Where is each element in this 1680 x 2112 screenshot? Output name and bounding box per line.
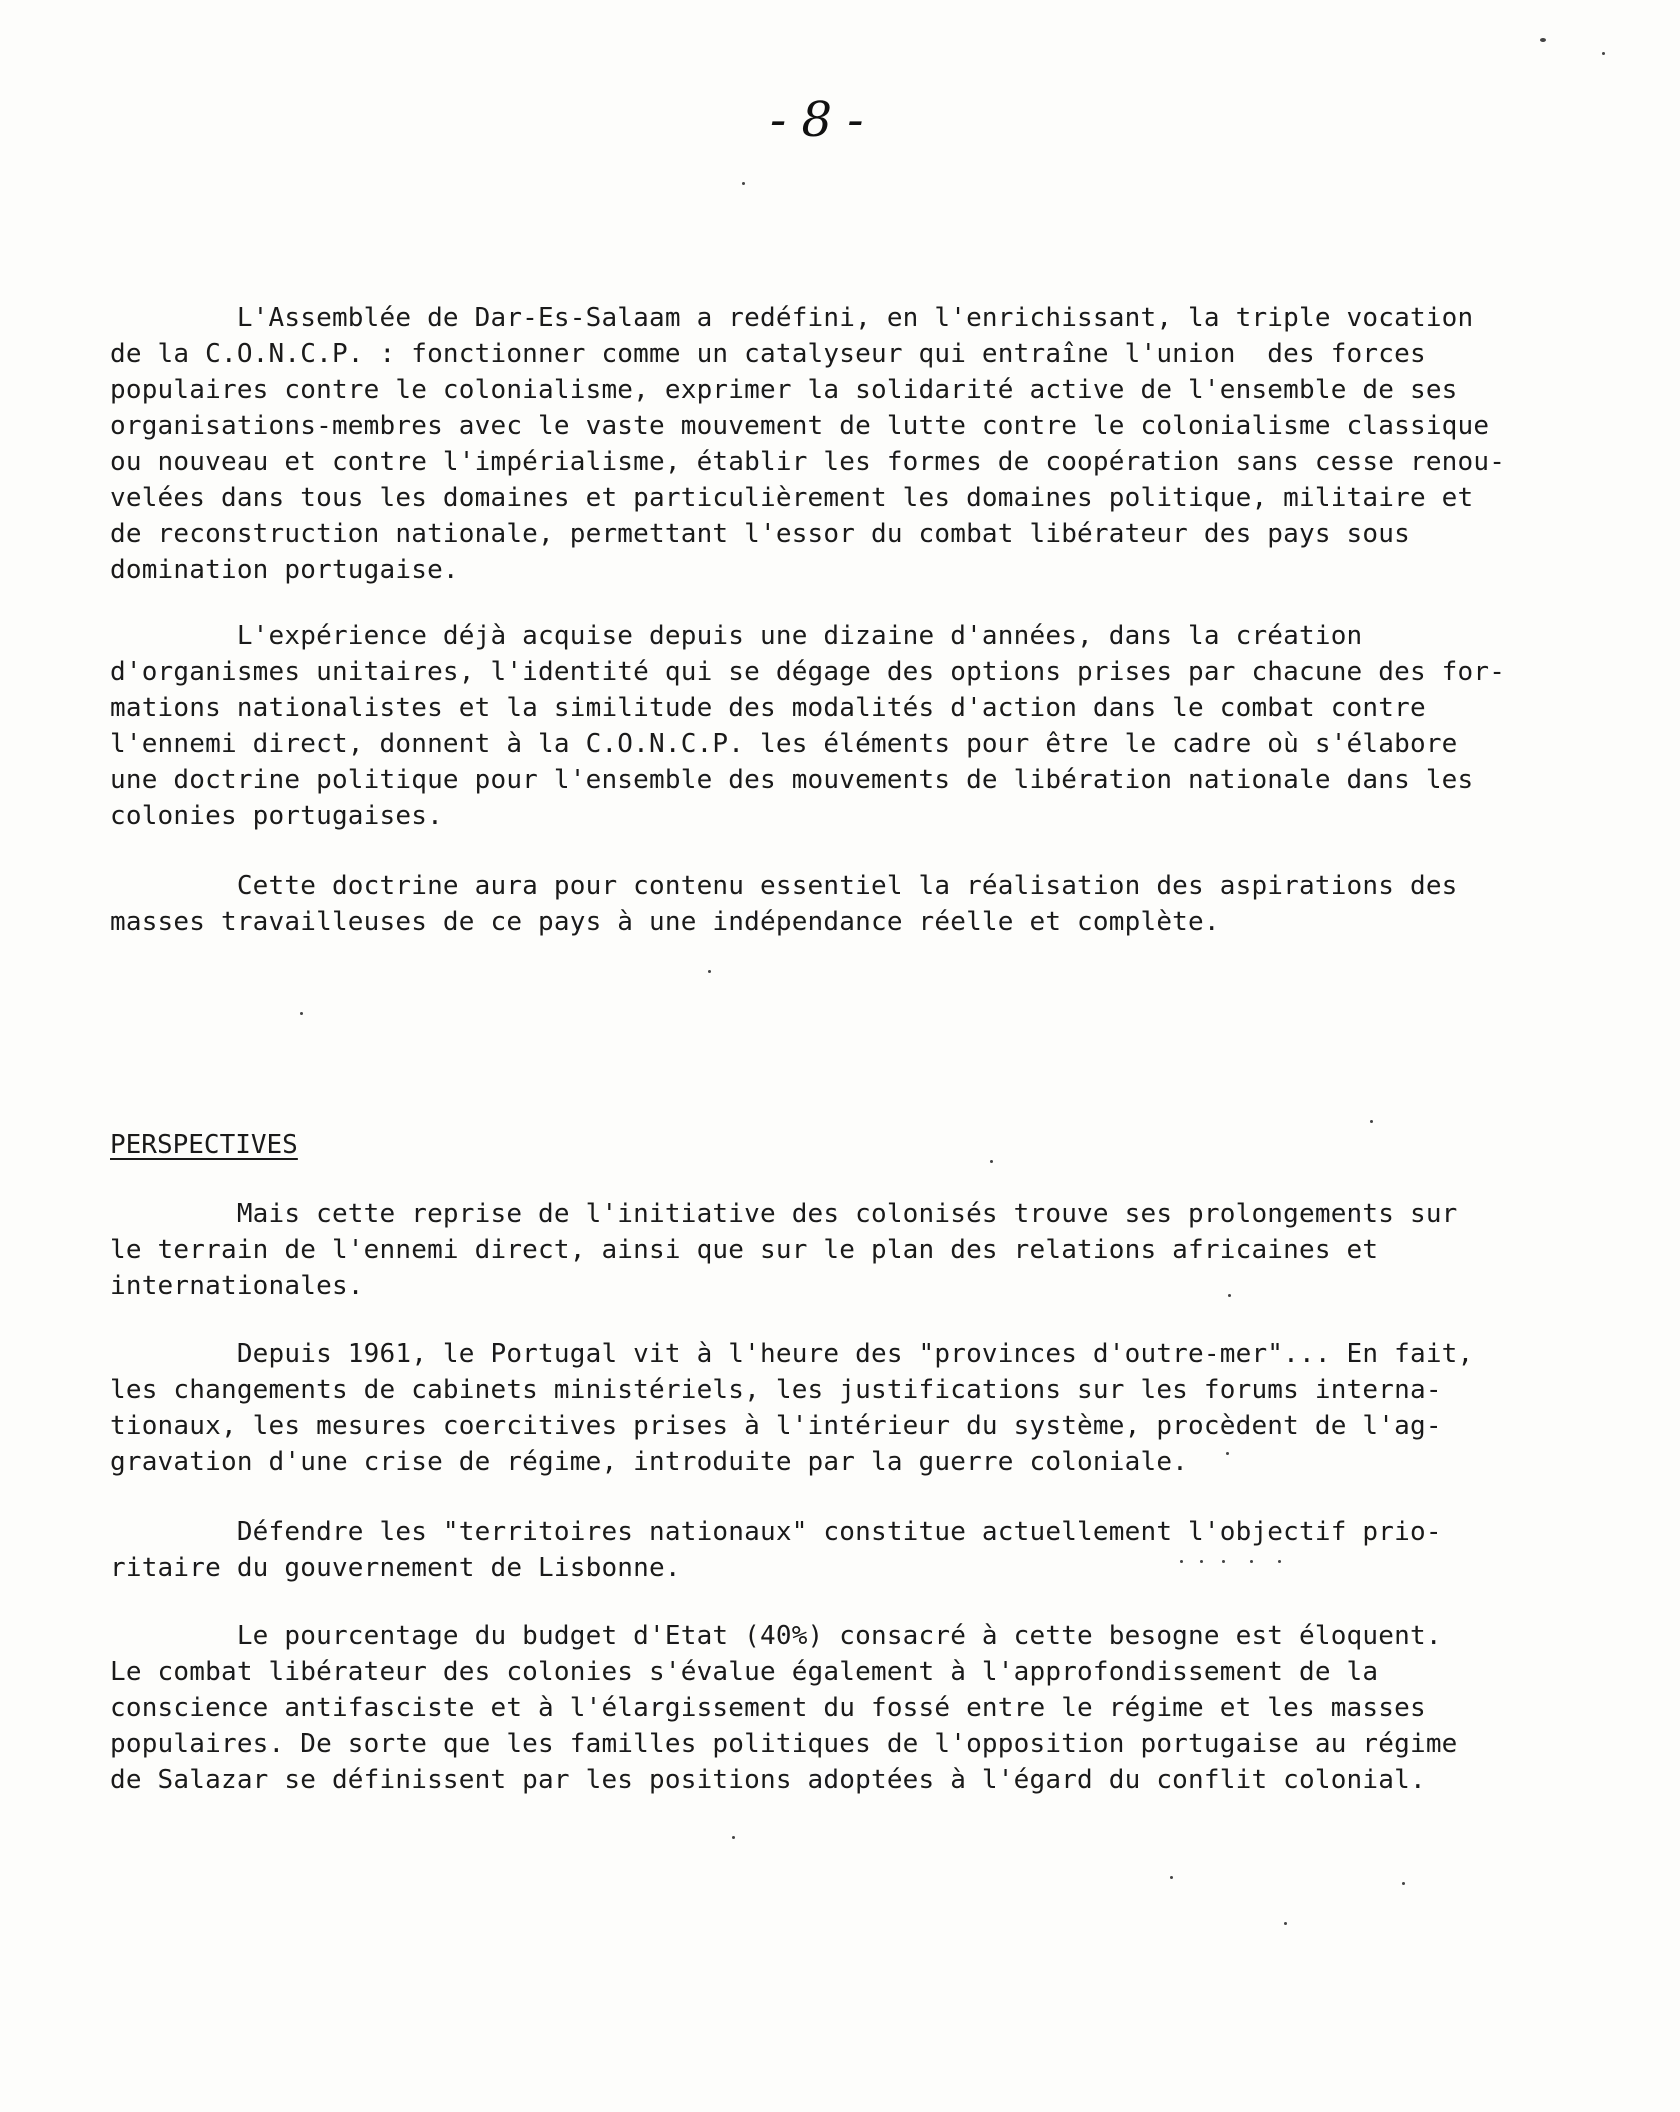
text-line: de Salazar se définissent par les positions adoptées à l'égard du conflit colonial. [110,1765,1426,1795]
scan-speck [1250,1560,1253,1563]
scan-speck [742,182,745,185]
text-line: domination portugaise. [110,555,459,585]
scan-speck [708,970,711,973]
page-number: - 8 - [770,92,864,148]
paragraph-pourcentage [110,1618,1470,1798]
text-line: ritaire du gouvernement de Lisbonne. [110,1553,681,1583]
paragraph-reprise [110,1196,1470,1304]
text-line: populaires. De sorte que les familles politiques de l'opposition portugaise au régime [110,1729,1458,1759]
text-line: mations nationalistes et la similitude des modalités d'action dans le combat contre [110,693,1426,723]
scan-speck [732,1836,735,1839]
text-line: Depuis 1961, le Portugal vit à l'heure des "provinces d'outre-mer"... En fait, [110,1339,1474,1369]
scan-speck [990,1160,993,1163]
scan-speck [1226,1452,1229,1455]
text-line: Le combat libérateur des colonies s'évalue également à l'approfondissement de la [110,1657,1379,1687]
scan-speck [1170,1876,1173,1879]
text-line: de reconstruction nationale, permettant l'essor du combat libérateur des pays sous [110,519,1410,549]
paragraph-defendre [110,1514,1470,1586]
text-line: tionaux, les mesures coercitives prises à l'intérieur du système, procèdent de l'ag- [110,1411,1442,1441]
paragraph-doctrine [110,868,1470,940]
text-line: conscience antifasciste et à l'élargissement du fossé entre le régime et les masses [110,1693,1426,1723]
text-line: d'organismes unitaires, l'identité qui se dégage des options prises par chacune des for- [110,657,1506,687]
scan-speck [1602,52,1605,55]
scan-speck [1180,1560,1183,1563]
paragraph-experience [110,618,1506,834]
text-line: une doctrine politique pour l'ensemble des mouvements de libération nationale dans les [110,765,1474,795]
text-line: populaires contre le colonialisme, exprimer la solidarité active de l'ensemble de ses [110,375,1458,405]
text-line: velées dans tous les domaines et particulièrement les domaines politique, militaire et [110,483,1474,513]
text-line: gravation d'une crise de régime, introduite par la guerre coloniale. [110,1447,1189,1477]
text-line: L'Assemblée de Dar-Es-Salaam a redéfini, en l'enrichissant, la triple vocation [110,303,1474,333]
text-line: organisations-membres avec le vaste mouvement de lutte contre le colonialisme classique [110,411,1490,441]
text-line: Cette doctrine aura pour contenu essentiel la réalisation des aspirations des [110,871,1458,901]
text-line: l'ennemi direct, donnent à la C.O.N.C.P. les éléments pour être le cadre où s'élabore [110,729,1458,759]
paragraph-assemblee [110,300,1506,588]
scan-speck [1540,38,1546,42]
scan-speck [1284,1922,1287,1925]
section-heading-perspectives: PERSPECTIVES [110,1130,298,1160]
text-line: internationales. [110,1271,364,1301]
scan-speck [1370,1120,1373,1123]
scan-speck [1278,1560,1281,1563]
text-line: ou nouveau et contre l'impérialisme, établir les formes de coopération sans cesse renou- [110,447,1506,477]
text-line: Défendre les "territoires nationaux" constitue actuellement l'objectif prio- [110,1517,1442,1547]
text-line: colonies portugaises. [110,801,443,831]
text-line: le terrain de l'ennemi direct, ainsi que sur le plan des relations africaines et [110,1235,1379,1265]
scan-speck [1200,1560,1203,1563]
text-line: de la C.O.N.C.P. : fonctionner comme un catalyseur qui entraîne l'union des forces [110,339,1426,369]
scan-speck [1228,1294,1231,1297]
text-line: masses travailleuses de ce pays à une indépendance réelle et complète. [110,907,1220,937]
paragraph-depuis-1961 [110,1336,1474,1480]
scan-speck [1402,1882,1405,1885]
text-line: les changements de cabinets ministériels, les justifications sur les forums interna- [110,1375,1442,1405]
text-line: L'expérience déjà acquise depuis une dizaine d'années, dans la création [110,621,1363,651]
scan-speck [300,1012,303,1015]
text-line: Mais cette reprise de l'initiative des colonisés trouve ses prolongements sur [110,1199,1458,1229]
scan-speck [1222,1560,1225,1563]
text-line: Le pourcentage du budget d'Etat (40%) consacré à cette besogne est éloquent. [110,1621,1442,1651]
